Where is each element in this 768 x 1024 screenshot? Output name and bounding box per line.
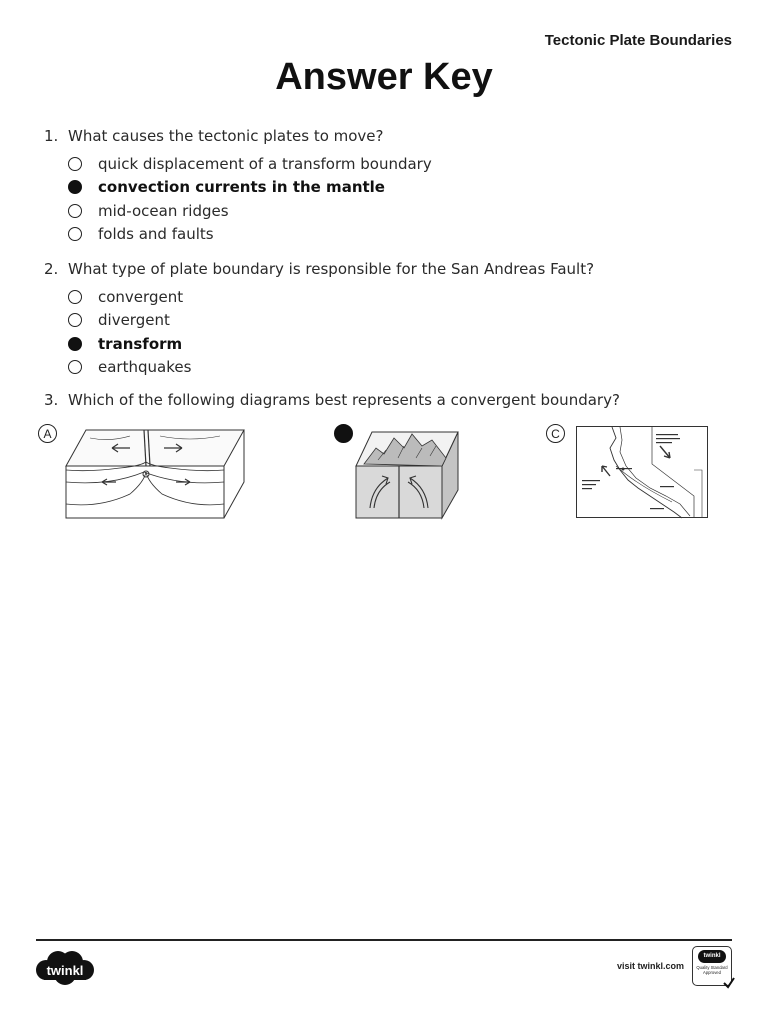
option[interactable] [68,309,191,333]
option[interactable] [68,223,432,247]
question-text: What causes the tectonic plates to move? [68,127,384,145]
option[interactable] [68,152,432,176]
option-label: transform [98,334,183,353]
footer-divider [36,939,732,941]
san-andreas-map-diagram [576,426,709,519]
question-2-options [68,285,191,379]
logo-text: twinkl [46,963,84,978]
radio-bubble-filled[interactable] [68,180,82,194]
option[interactable] [68,285,191,309]
radio-bubble[interactable] [68,157,82,171]
radio-bubble[interactable] [68,313,82,327]
option-correct[interactable] [68,332,191,356]
option-label: folds and faults [98,225,214,244]
radio-bubble[interactable] [68,204,82,218]
option-label: convection currents in the mantle [98,178,385,197]
option-correct[interactable] [68,176,432,200]
question-2 [44,260,594,278]
question-number: 1. [44,127,59,145]
option-label: quick displacement of a transform boundary [98,154,432,173]
divergent-boundary-diagram [60,424,250,520]
radio-bubble[interactable] [68,227,82,241]
question-text: Which of the following diagrams best represents a convergent boundary? [68,391,620,409]
option-label: earthquakes [98,358,192,377]
badge-line-2: Approved [703,970,721,975]
diagram-b-choice-selected[interactable] [334,424,353,443]
question-number: 2. [44,260,59,278]
diagram-a-choice[interactable]: A [38,424,57,443]
question-3 [44,391,620,409]
quality-standard-badge [692,946,732,986]
visit-link[interactable]: visit twinkl.com [616,961,684,971]
convergent-boundary-diagram [352,424,462,520]
question-1 [44,127,384,145]
question-text: What type of plate boundary is responsible for the San Andreas Fault? [68,260,595,278]
option[interactable] [68,199,432,223]
option-label: divergent [98,311,170,330]
question-number: 3. [44,391,59,409]
option-label: convergent [98,287,184,306]
radio-bubble[interactable] [68,360,82,374]
worksheet-topic: Tectonic Plate Boundaries [544,32,732,49]
question-1-options [68,152,432,246]
twinkl-logo[interactable] [34,950,96,986]
badge-brand: twinkl [698,950,726,963]
diagram-c-choice[interactable]: C [546,424,565,443]
radio-bubble[interactable] [68,290,82,304]
option-label: mid-ocean ridges [98,201,229,220]
option[interactable] [68,356,191,380]
checkmark-icon [723,977,735,989]
radio-bubble-filled[interactable] [68,337,82,351]
page-title: Answer Key [275,56,493,98]
badge-line-1: Quality Standard [696,965,728,970]
